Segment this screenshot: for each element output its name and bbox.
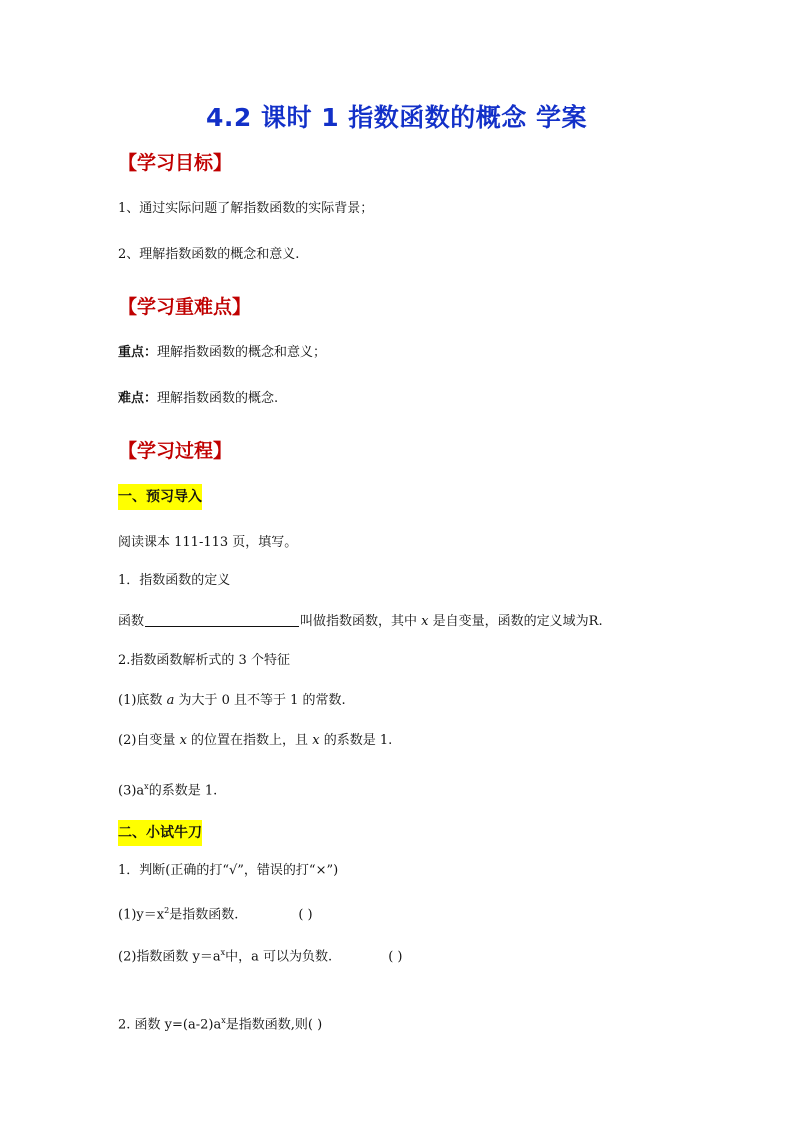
feature-1-text: 为大于 0 且不等于 1 的常数. [178,693,346,708]
definition-suffix: 是自变量，函数的定义域为R. [432,614,603,629]
hard-point-text: 理解指数函数的概念. [157,391,279,406]
definition-middle: 叫做指数函数，其中 [300,614,418,629]
feature-2-prefix: (2)自变量 [118,733,176,748]
judge-question-title: 1．判断(正确的打“√”，错误的打“×”) [118,863,339,878]
part1-heading: 一、预习导入 [118,484,202,510]
exponent: x [221,1016,226,1025]
judge-2-text: 中，a 可以为负数. [225,949,333,965]
judge-1-prefix: (1)y＝x [118,907,165,923]
goal-item-2: 2、理解指数函数的概念和意义. [118,247,300,262]
feature-2 [118,732,392,750]
key-point-text: 理解指数函数的概念和意义； [157,345,327,360]
answer-parentheses[interactable]: ( ) [388,949,403,965]
hard-point [118,390,278,408]
exponent: x [144,782,149,791]
variable-x: x [179,733,187,748]
variable-x: x [421,614,429,629]
question-1-title: 1．指数函数的定义 [118,573,231,588]
feature-1 [118,692,346,710]
hard-point-label: 难点： [118,391,158,406]
question-2-prefix: 2. 函数 y=(a-2)a [118,1017,222,1033]
variable-a: a [166,693,175,708]
question-2 [118,1012,322,1034]
answer-parentheses[interactable]: ( ) [298,907,313,923]
goal-item-1: 1、通过实际问题了解指数函数的实际背景； [118,201,374,216]
definition-fill-blank [118,612,603,631]
feature-1-prefix: (1)底数 [118,693,163,708]
judge-1-text: 是指数函数. [169,907,239,923]
feature-2-middle: 的位置在指数上，且 [191,733,309,748]
judge-item-1 [118,902,313,924]
part2-heading: 二、小试牛刀 [118,820,202,846]
key-point [118,344,326,362]
definition-prefix: 函数 [118,614,145,629]
section-process-heading: 【学习过程】 [118,440,233,462]
key-point-label: 重点： [118,345,158,360]
feature-3-prefix: (3)a [118,783,145,799]
question-2-title: 2.指数函数解析式的 3 个特征 [118,653,290,668]
reading-instruction: 阅读课本 111-113 页，填写。 [118,535,298,550]
variable-x: x [312,733,320,748]
section-keypoints-heading: 【学习重难点】 [118,296,252,318]
question-2-text: 是指数函数,则( ) [225,1017,323,1033]
judge-2-prefix: (2)指数函数 y＝a [118,949,221,965]
exponent: x [220,948,226,957]
answer-blank[interactable] [145,612,299,627]
page-title: 4.2 课时 1 指数函数的概念 学案 [206,103,587,132]
feature-3 [118,778,217,800]
feature-3-text: 的系数是 1. [148,783,218,799]
feature-2-suffix: 的系数是 1. [323,733,393,748]
section-goals-heading: 【学习目标】 [118,152,233,174]
exponent: 2 [164,906,170,915]
judge-item-2 [118,944,402,966]
